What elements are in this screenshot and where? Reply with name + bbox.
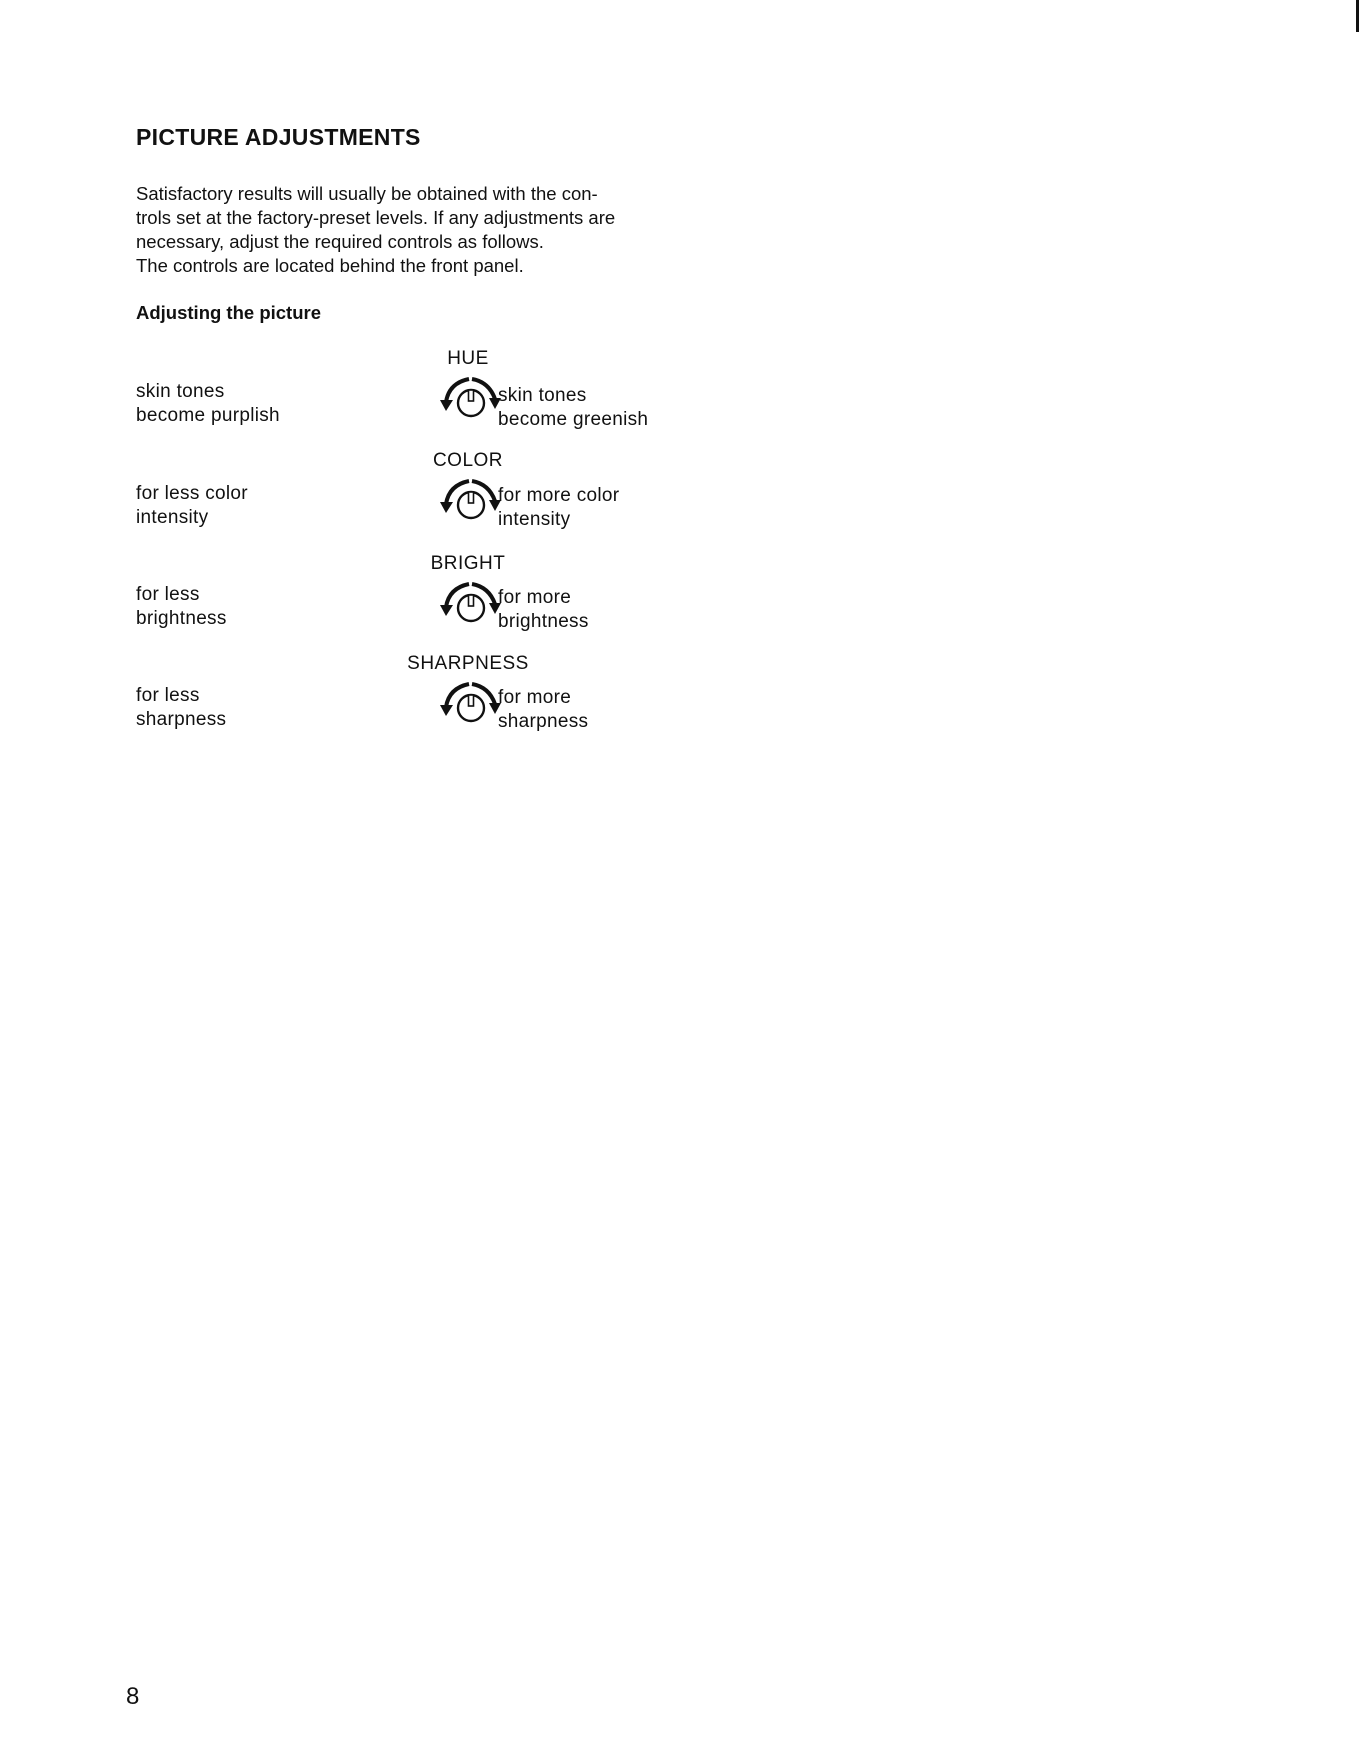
page-number: 8 [126,1683,140,1710]
page-title: PICTURE ADJUSTMENTS [136,124,421,150]
bright-knob-icon[interactable] [437,580,501,630]
intro-paragraph [136,182,696,278]
hue-knob-icon[interactable] [437,375,501,425]
hue-increase-description: skin tones become greenish [498,385,649,430]
color-knob-icon[interactable] [437,477,501,527]
page-edge-mark [1356,0,1359,32]
hue-decrease-description: skin tones become purplish [136,381,280,426]
bright-increase-description: for more brightness [498,587,589,632]
intro-line: necessary, adjust the required controls as follows. [136,231,544,252]
control-row-hue [136,348,696,443]
sharpness-knob-icon[interactable] [437,680,501,730]
control-label-sharpness: SHARPNESS [407,653,529,674]
intro-line: trols set at the factory-preset levels. If any adjustments are [136,207,616,228]
control-row-sharpness [136,653,696,748]
sharpness-decrease-description: for less sharpness [136,685,227,730]
color-increase-description: for more color intensity [498,485,620,530]
intro-line: Satisfactory results will usually be obtained with the con- [136,183,598,204]
intro-line: The controls are located behind the front panel. [136,255,524,276]
sharpness-increase-description: for more sharpness [498,687,589,732]
control-label-hue: HUE [447,348,489,369]
control-row-color [136,450,696,545]
color-decrease-description: for less color intensity [136,483,248,528]
bright-decrease-description: for less brightness [136,584,227,629]
control-label-color: COLOR [432,450,504,471]
control-row-bright [136,553,696,648]
section-subheading: Adjusting the picture [136,302,321,323]
control-label-bright: BRIGHT [430,553,506,574]
